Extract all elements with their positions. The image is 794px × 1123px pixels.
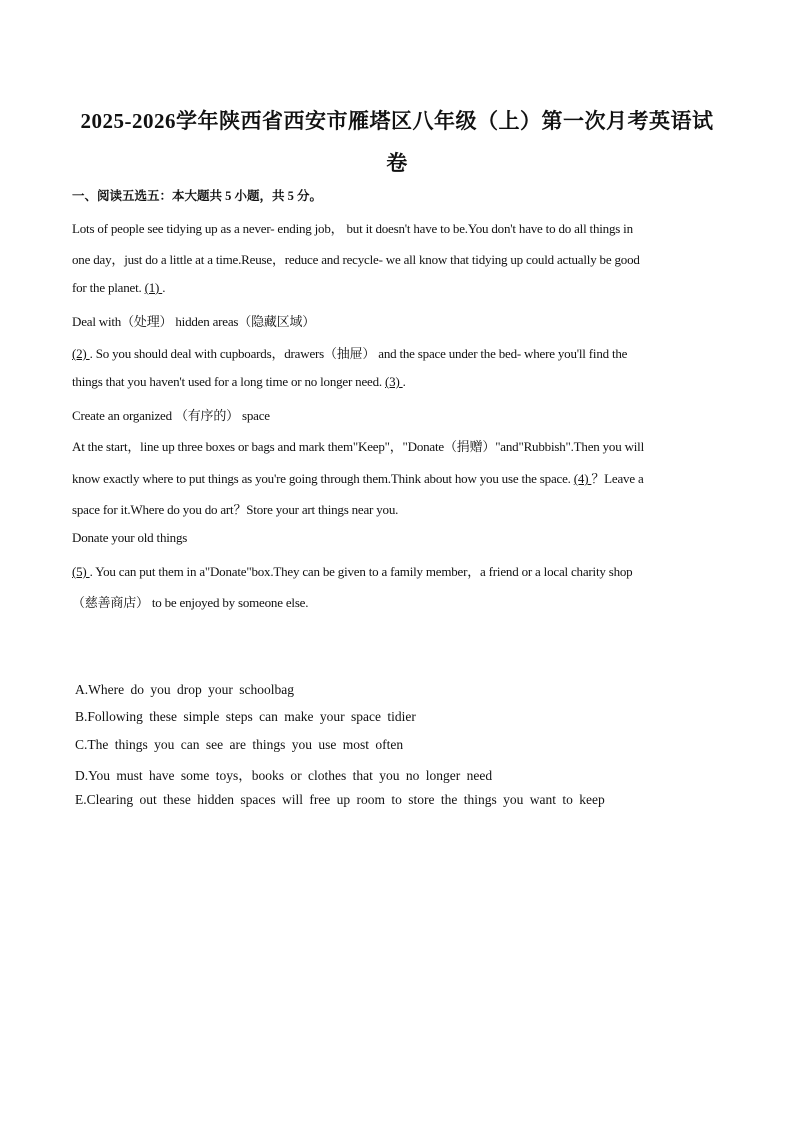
passage-line [72,374,406,390]
subheading-donate: Donate your old things [72,530,188,545]
passage-line: Lots of people see tidying up as a never- ending job， but it doesn't have to be.You don't have to do all things in [72,221,633,236]
passage-line [72,468,644,487]
subheading-hidden-areas: Deal with（处理） hidden areas（隐藏区域） [72,314,316,329]
passage-text: ？Leave a [591,471,644,486]
passage-text: . [402,374,406,389]
passage-line: At the start，line up three boxes or bags and mark them"Keep"，"Donate（捐赠）"and"Rubbish".Then you will [72,439,645,454]
option-a: A.Where do you drop your schoolbag [75,682,294,697]
passage-line: （慈善商店） to be enjoyed by someone else. [72,595,309,610]
option-e: E.Clearing out these hidden spaces will free up room to store the things you want to keep [75,792,605,807]
passage-line [72,280,165,296]
section-heading: 一、阅读五选五：本大题共 5 小题，共 5 分。 [72,189,323,203]
title-line-2: 卷 [386,151,408,175]
title-line-1: 2025-2026学年陕西省西安市雁塔区八年级（上）第一次月考英语试 [80,109,714,133]
blank-2: (2) [72,346,90,361]
passage-text: . [162,280,166,295]
blank-1: (1) [144,280,163,295]
option-b: B.Following these simple steps can make your space tidier [75,709,416,724]
blank-3: (3) [385,374,403,389]
passage-text: . So you should deal with cupboards，drawers（抽屉） and the space under the bed- where you'll find the [89,346,628,361]
passage-text: . You can put them in a"Donate"box.They can be given to a family member，a friend or a local charity shop [89,564,633,579]
passage-text: for the planet. [72,280,145,295]
passage-line [72,561,632,580]
option-d: D.You must have some toys，books or clothes that you no longer need [75,768,493,783]
passage-text: things that you haven't used for a long time or no longer need. [72,374,386,389]
passage-line [72,343,627,362]
passage-text: know exactly where to put things as you're going through them.Think about how you use the space. [72,471,574,486]
passage-line: space for it.Where do you do art？Store your art things near you. [72,502,399,517]
passage-line: one day，just do a little at a time.Reuse，reduce and recycle- we all know that tidying up could actually be good [72,252,640,267]
subheading-organized-space: Create an organized （有序的） space [72,408,270,423]
option-c: C.The things you can see are things you use most often [75,737,404,752]
page-title [60,100,734,184]
blank-4: (4) [573,471,592,486]
blank-5: (5) [72,564,90,579]
